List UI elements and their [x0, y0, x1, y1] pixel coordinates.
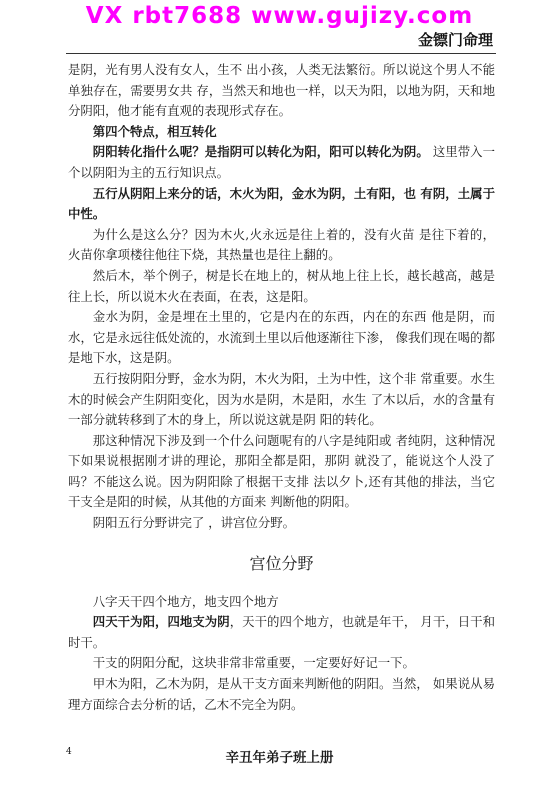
header-title: 金镖门命理 [417, 31, 493, 49]
heading-fourth-feature: 第四个特点，相互转化 [92, 123, 217, 139]
section-paragraph-2-rest: ，天干的四个地方，也就是年干， 月干，日干和时干。 [68, 614, 495, 650]
section-paragraph-2 [68, 612, 495, 653]
paragraph-7: 金水为阴，金是埋在土里的，它是内在的东西，内在的东西 他是阴，而水，它是永远往低处流的，水流到土里以后他逐渐往下渗， 像我们现在喝的都是地下水，这是阴。 [68, 309, 495, 366]
paragraph-1: 是阴，光有男人没有女人，生不 出小孩，人类无法繁衍。所以说这个男人不能单独存在，需要男女共 存，当然天和地也一样，以天为阳，以地为阴，天和地分阴阳，他才能有直观的表现形式存在。 [68, 62, 495, 119]
section-title: 宫位分野 [249, 553, 314, 573]
page-number: 4 [66, 747, 72, 757]
paragraph-9: 那这种情况下涉及到一个什么问题呢有的八字是纯阳或 者纯阴，这种情况下如果说根据刚才讲的理论，那阳全都是阳，那阴 就没了，能说这个人没了吗？不能这么说。因为阴阳除了根据干支排 法以夕卜,还有其他的排法，当它干支全是阳的时候，从其他的方面来 判断他的阴阳。 [68, 432, 495, 510]
section-paragraph-3: 干支的阴阳分配，这块非常非常重要，一定要好好记一下。 [92, 655, 415, 671]
footer-title: 辛丑年弟子班上册 [225, 750, 334, 766]
paragraph-3 [68, 142, 495, 183]
page-content [68, 60, 495, 715]
header-divider [66, 53, 496, 54]
section-paragraph-4: 甲木为阳，乙木为阴，是从干支方面来判断他的阴阳。当然， 如果说从易理方面综合去分析的话，乙木不完全为阴。 [68, 676, 495, 712]
paragraph-10: 阴阳五行分野讲完了 ，讲宫位分野。 [92, 515, 295, 531]
paragraph-4: 五行从阴阳上来分的话，木火为阳，金水为阴，土有阳，也 有阴，土属于中性。 [68, 185, 495, 222]
paragraph-3-rest: 这里带入一个以阴阳为主的五行知识点。 [68, 144, 495, 180]
section-paragraph-1: 八字天干四个地方，地支四个地方 [92, 593, 279, 609]
paragraph-5: 为什么是这么分？因为木火,火永远是往上着的，没有火苗 是往下着的，火苗你拿项楼往他往下烧，其热量也是往上翻的。 [68, 226, 495, 263]
watermark-text: VX rbt7688 www.gujizy.com [85, 3, 474, 29]
paragraph-6: 然后木，举个例子，树是长在地上的，树从地上往上长，越长越高，越是往上长，所以说木火在表面，在表，这是阳。 [68, 267, 495, 304]
paragraph-3-bold: 阴阳转化指什么呢？是指阴可以转化为阳，阳可以转化为阴。 [92, 144, 429, 160]
paragraph-8: 五行按阴阳分野，金水为阴，木火为阳，土为中性，这个非 常重要。水生木的时候会产生阴阳变化，因为水是阴，木是阳，水生 了木以后，水的含量有一部分就转移到了木的身上，所以说这就是阴 阳的转化。 [68, 370, 495, 428]
section-paragraph-2-bold: 四天干为阳，四地支为阴 [92, 614, 230, 630]
